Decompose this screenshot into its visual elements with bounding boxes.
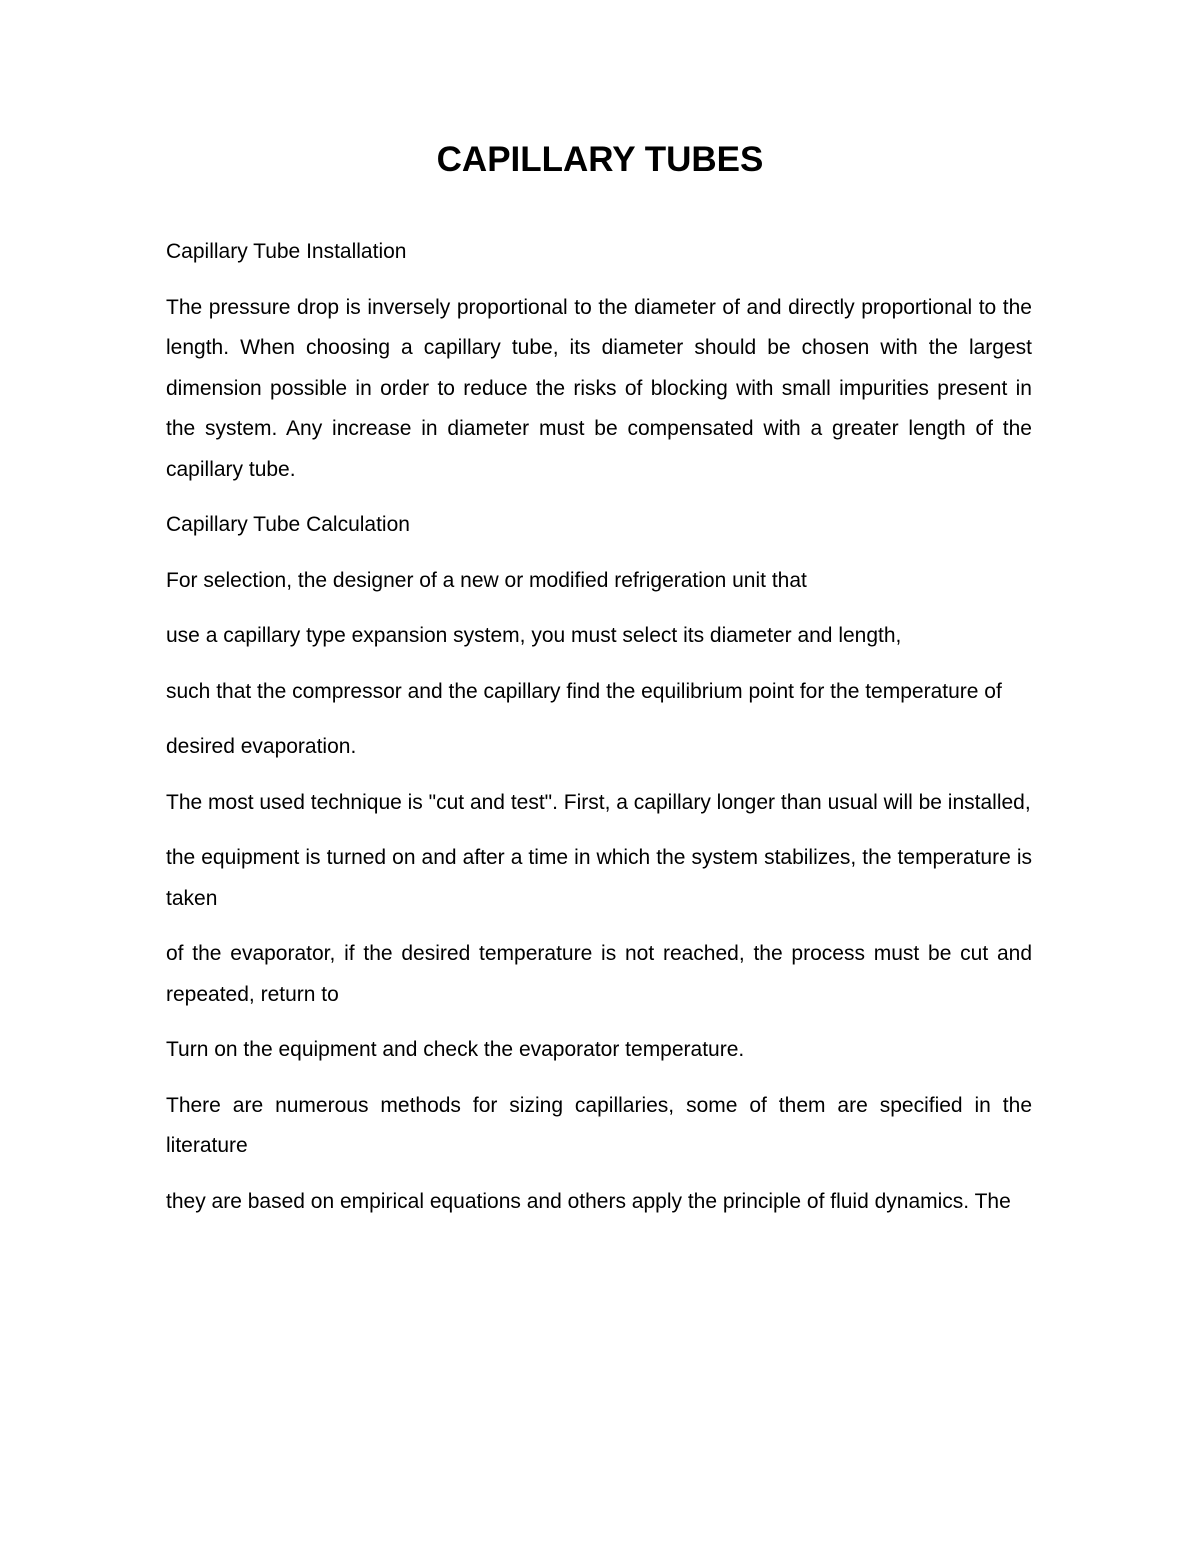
section-heading-calculation: Capillary Tube Calculation <box>166 513 410 536</box>
paragraph: desired evaporation. <box>166 735 357 758</box>
paragraph: There are numerous methods for sizing capillaries, some of them are specified in the literature <box>166 1093 1032 1157</box>
paragraph: of the evaporator, if the desired temperature is not reached, the process must be cut and repeated, return to <box>166 942 1032 1006</box>
paragraph: Turn on the equipment and check the evaporator temperature. <box>166 1038 745 1061</box>
paragraph: For selection, the designer of a new or modified refrigeration unit that <box>166 568 807 592</box>
section-heading-installation: Capillary Tube Installation <box>166 240 407 263</box>
paragraph: the equipment is turned on and after a time in which the system stabilizes, the temperature is taken <box>166 846 1032 910</box>
paragraph: such that the compressor and the capillary find the equilibrium point for the temperature of <box>166 679 1002 703</box>
paragraph: The most used technique is "cut and test". First, a capillary longer than usual will be installed, <box>166 790 1031 814</box>
page-title: CAPILLARY TUBES <box>436 140 764 179</box>
paragraph: use a capillary type expansion system, you must select its diameter and length, <box>166 624 902 647</box>
paragraph: they are based on empirical equations and others apply the principle of fluid dynamics. The <box>166 1189 1011 1213</box>
paragraph-installation: The pressure drop is inversely proportional to the diameter of and directly proportional to the length. When choosing a capillary tube, its diameter should be chosen with the largest dimension possible in order to reduce the risks of blocking with small impurities present in the system. Any increase in diameter must be compensated with a greater length of the capillary tube. <box>166 295 1032 481</box>
document-body <box>166 232 1032 1237</box>
